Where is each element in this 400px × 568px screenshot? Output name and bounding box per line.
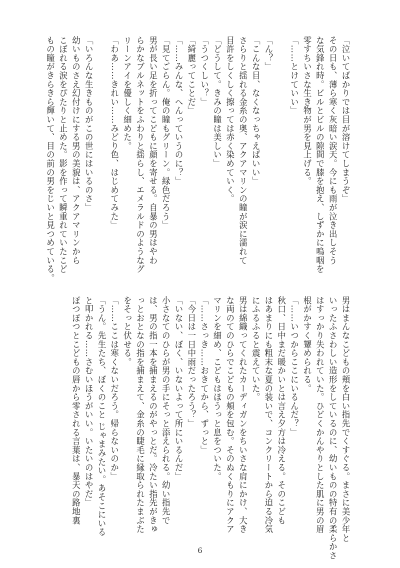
text-line: 「うん。先生たち、ぼくのこと じゃまみたい。あそこにいる bbox=[96, 296, 107, 537]
text-line: 「……いつからここにいるんだ？」 bbox=[289, 296, 300, 437]
text-line: 「うつくしい？」 bbox=[199, 36, 210, 107]
text-line: 「見てごらん。俺の瞳もグリーン。緑色だろう」 bbox=[161, 36, 172, 230]
text-line: ぽつぽつとこどもの唇から零される言葉は、暴天の路地裏 bbox=[71, 296, 82, 525]
text-line: マリンを細め、こどもはほうっと息をついた。 bbox=[212, 296, 223, 481]
text-line: 「わあ……きれい……みどり色、はじめてみた」 bbox=[109, 36, 120, 230]
text-line: リーンアイを優しく細めた。 bbox=[122, 36, 133, 151]
text-line: 「こんな目、なくなっちゃえばいい」 bbox=[251, 36, 262, 186]
text-line: らかなブルネットをふわりと揺らし、エメラルドのようなグ bbox=[135, 36, 146, 274]
text-line: 「泣いてばかりでは目が溶けてしまうぞ」 bbox=[341, 36, 351, 204]
text-line: な気鋒れ時。ビルとビルの隙間で膝を抱え、しずかに嗚咽を bbox=[315, 36, 326, 274]
lower-text-block bbox=[69, 296, 352, 560]
text-line: っとおとなの指を捕まえて、金糸の睫毛に縁取られたまぶた bbox=[135, 296, 146, 534]
text-line: 「いろんな生きものがこの世にはいるのさ」 bbox=[84, 36, 95, 212]
text-line: こぼれる涙をぴたりと止めた。影を作って瞬重れていたこど bbox=[58, 36, 69, 274]
text-line: 「ん？」 bbox=[263, 36, 274, 72]
text-line: 「いない、ぼく、いないよって所にいるんだ」 bbox=[174, 296, 185, 481]
text-line: 目許をしくしく擦っては赤く染めていく。 bbox=[225, 36, 236, 204]
text-line: 「……さっき……おきてから、ずっと」 bbox=[199, 296, 210, 455]
text-line: にふるふると震えていた。 bbox=[251, 296, 262, 402]
text-line: 根がかすく顰められる。 bbox=[302, 296, 313, 393]
text-line: は、男の指一本を捕まえるのがやっとだ。冷たい指先がきゅ bbox=[148, 296, 159, 534]
text-line: もの瞳がきらきら輝いて、目の前の男をじいと見つめている。 bbox=[45, 36, 56, 283]
text-line: 「どうして。きみの瞳は美しい」 bbox=[212, 36, 223, 168]
text-line: 「……とけていい」 bbox=[289, 36, 300, 116]
text-line: 男は綿織ってくれたカーディガンをちいさな肩にかけ、大き bbox=[238, 296, 249, 534]
text-line: な両のてのひらでこどもの頬を包む。そのぬくもりにアクア bbox=[225, 296, 236, 534]
text-line: 秋口、日中まだ暖かいとは言え夕方は冷える。そのこども bbox=[276, 296, 287, 525]
text-line: 「綺麗ってことだ」 bbox=[186, 36, 197, 116]
text-line: いったふさわしい造形をしているのに、幼いものの特有の柔らかさ bbox=[328, 296, 339, 560]
text-line: 「今日は一日中雨だったろう？」 bbox=[186, 296, 197, 428]
page-number: 6 bbox=[197, 546, 203, 555]
text-line: 男はまんなこどもの頬を白い指先でくすぐる。まさに美少年と bbox=[341, 296, 351, 543]
text-line bbox=[95, 36, 108, 282]
text-line: はあまりにも粗末な夏の装いで、コンクリートから迫る冷気 bbox=[263, 296, 274, 534]
text-line: さらりと揺れる金糸の奥、アクアマリンの瞳が涙に濡れて bbox=[238, 36, 249, 265]
text-line: 男が長い足を折ってこどもに顔を寄せる。自暴の男はやわ bbox=[148, 36, 159, 265]
text-line: 小さなてのひらが男の手にそっと添えられる。幼い指先で bbox=[161, 296, 172, 525]
text-line: その日も、薄ら寒く灰暗い涙天。今にも雨が泣き出しそう bbox=[328, 36, 339, 265]
text-line bbox=[275, 36, 288, 282]
text-line: をそっと伏せる。 bbox=[122, 296, 133, 367]
text-line: 「……ここは寒くないだろう。帰らないのか」 bbox=[109, 296, 120, 481]
upper-text-block bbox=[44, 36, 352, 282]
text-line: 幼いものさえ幻付けにする男の美貌は、アクアマリンから bbox=[71, 36, 82, 265]
text-line: 零すちいさな生き物が男を見上げる。 bbox=[302, 36, 313, 186]
text-line: 「……みんな、へんっていうのに？」 bbox=[174, 36, 185, 186]
text-line: と叩かれる……さむいほうがいい。いたいのはやだ」 bbox=[84, 296, 95, 508]
text-line: はすっかり失われていた。ひどくかんやりとした肌に男の眉 bbox=[315, 296, 326, 534]
